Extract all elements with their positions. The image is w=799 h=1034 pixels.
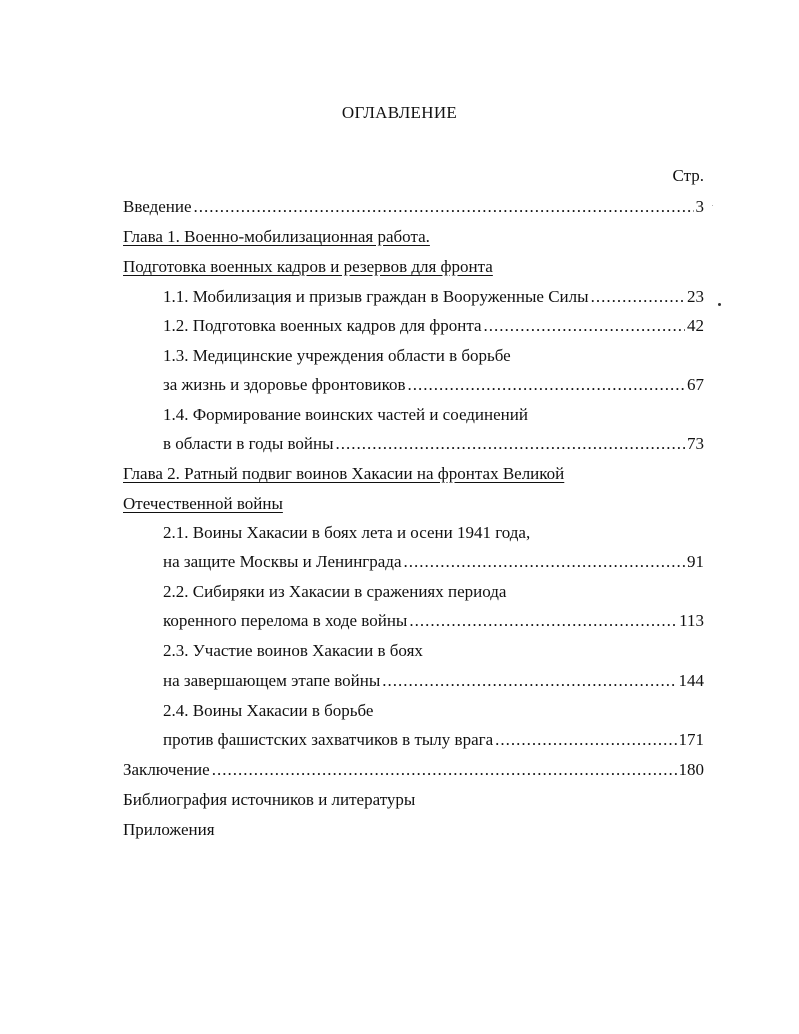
scan-speck	[718, 303, 721, 306]
toc-entry-2-1-line1[interactable]: 2.1. Воины Хакасии в боях лета и осени 1941 года,	[163, 523, 531, 542]
chapter-2-heading-line2[interactable]: Отечественной войны	[123, 494, 283, 513]
toc-entry-page: 42	[687, 316, 704, 335]
toc-entry-bibliography[interactable]: Библиография источников и литературы	[123, 790, 416, 809]
chapter-2-heading-line1[interactable]: Глава 2. Ратный подвиг воинов Хакасии на фронтах Великой	[123, 464, 565, 483]
dot-leader	[591, 286, 685, 308]
toc-entry-page: 23	[687, 287, 704, 306]
toc-entry-text: 1.2. Подготовка военных кадров для фронта	[163, 316, 482, 335]
toc-entry-1-3-line1[interactable]: 1.3. Медицинские учреждения области в борьбе	[163, 346, 511, 365]
toc-entry-2-3-line1[interactable]: 2.3. Участие воинов Хакасии в боях	[163, 641, 423, 660]
dot-leader	[495, 729, 676, 751]
dot-leader	[404, 551, 686, 573]
toc-entry-2-3[interactable]	[163, 670, 704, 692]
toc-entry-page: 113	[679, 611, 704, 630]
dot-leader	[409, 610, 677, 632]
dot-leader	[382, 670, 676, 692]
toc-entry-text: против фашистских захватчиков в тылу врага	[163, 730, 494, 749]
dot-leader	[194, 196, 694, 218]
toc-entry-page: 144	[678, 671, 704, 690]
toc-entry-conclusion[interactable]	[123, 759, 704, 781]
toc-entry-page: 180	[678, 760, 704, 779]
toc-entry-page: 3	[695, 197, 704, 216]
toc-entry-introduction[interactable]	[123, 196, 704, 218]
toc-entry-page: 171	[678, 730, 704, 749]
toc-entry-2-4-line1[interactable]: 2.4. Воины Хакасии в борьбе	[163, 701, 374, 720]
dot-leader	[336, 433, 685, 455]
toc-entry-text: Введение	[123, 197, 192, 216]
toc-entry-1-1[interactable]	[163, 286, 704, 308]
toc-entry-page: 91	[687, 552, 704, 571]
toc-entry-text: за жизнь и здоровье фронтовиков	[163, 375, 406, 394]
dot-leader	[408, 374, 685, 396]
dot-leader	[484, 315, 685, 337]
toc-entry-text: коренного перелома в ходе войны	[163, 611, 408, 630]
toc-entry-text: на защите Москвы и Ленинграда	[163, 552, 402, 571]
dot-leader	[212, 759, 677, 781]
toc-entry-text: Заключение	[123, 760, 210, 779]
chapter-1-heading-line2[interactable]: Подготовка военных кадров и резервов для фронта	[123, 257, 493, 276]
toc-entry-text: в области в годы войны	[163, 434, 334, 453]
chapter-1-heading-line1[interactable]: Глава 1. Военно-мобилизационная работа.	[123, 227, 430, 246]
toc-entry-page: 67	[687, 375, 704, 394]
toc-entry-2-2[interactable]	[163, 610, 704, 632]
toc-entry-appendices[interactable]: Приложения	[123, 820, 215, 839]
toc-entry-2-2-line1[interactable]: 2.2. Сибиряки из Хакасии в сражениях периода	[163, 582, 507, 601]
toc-entry-2-1[interactable]	[163, 551, 704, 573]
toc-entry-1-4[interactable]	[163, 433, 704, 455]
toc-entry-1-2[interactable]	[163, 315, 704, 337]
toc-entry-page: 73	[687, 434, 704, 453]
toc-entry-2-4[interactable]	[163, 729, 704, 751]
page-title: ОГЛАВЛЕНИЕ	[341, 103, 458, 122]
toc-entry-1-3[interactable]	[163, 374, 704, 396]
toc-entry-text: на завершающем этапе войны	[163, 671, 381, 690]
scan-speck	[712, 205, 713, 206]
toc-entry-1-4-line1[interactable]: 1.4. Формирование воинских частей и соединений	[163, 405, 528, 424]
toc-entry-text: 1.1. Мобилизация и призыв граждан в Вооруженные Силы	[163, 287, 589, 306]
page-column-label: Стр.	[672, 166, 704, 185]
